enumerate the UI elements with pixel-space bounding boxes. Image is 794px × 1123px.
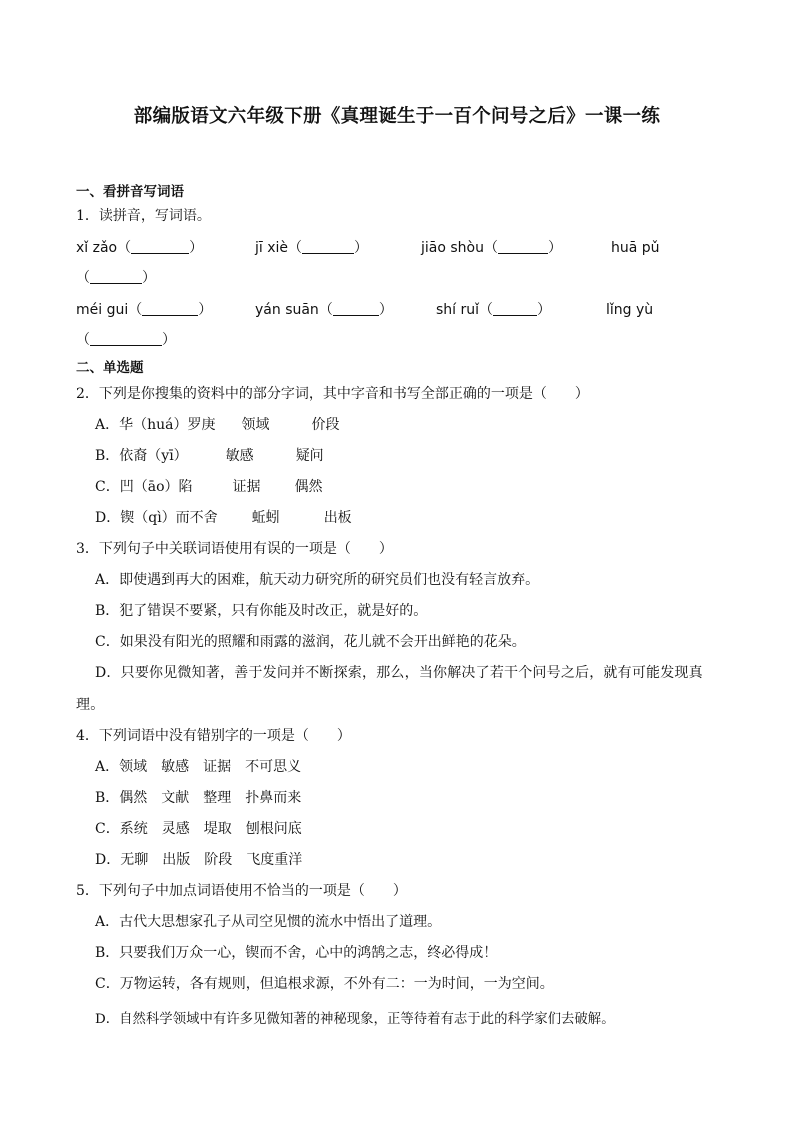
question-4-option-d[interactable] (95, 850, 302, 870)
option-label: C． (95, 821, 120, 837)
option-word: 敏感 (225, 448, 254, 464)
option-word: 领域 (241, 417, 270, 433)
answer-blank[interactable] (90, 331, 162, 346)
question-3-option-c[interactable] (95, 632, 526, 652)
option-word: 系统 (119, 821, 148, 837)
pinyin-item-8-blank: （ ） (76, 332, 176, 348)
option-word: 灵感 (161, 821, 190, 837)
question-2-option-a[interactable] (95, 415, 340, 435)
option-word: 刨根问底 (245, 821, 302, 837)
option-text: 只要我们万众一心，锲而不舍，心中的鸿鹄之志，终必得成！ (119, 945, 498, 961)
option-text: 只要你见微知著，善于发问并不断探索，那么，当你解决了若干个问号之后，就有可能发现真理。 (76, 665, 703, 713)
question-3-option-a[interactable] (95, 570, 539, 590)
question-2-stem: 2．下列是你搜集的资料中的部分字词，其中字音和书写全部正确的一项是（ ） (76, 386, 589, 402)
answer-blank[interactable] (302, 239, 354, 254)
question-3-option-d[interactable] (76, 658, 716, 721)
option-word: 疑问 (295, 448, 324, 464)
pinyin-text: yán suān (255, 302, 319, 318)
question-5-option-c[interactable] (95, 974, 554, 994)
option-word: 证据 (232, 479, 261, 495)
answer-blank[interactable] (333, 301, 379, 316)
question-5-stem: 5．下列句子中加点词语使用不恰当的一项是（ ） (76, 883, 407, 899)
option-word: 偶然 (119, 790, 148, 806)
option-label: A． (95, 572, 120, 588)
pinyin-text: huā pǔ (611, 240, 660, 256)
option-word: 文献 (161, 790, 190, 806)
option-text: 如果没有阳光的照耀和雨露的滋润，花儿就不会开出鲜艳的花朵。 (119, 634, 526, 650)
question-2-option-b[interactable] (95, 446, 324, 466)
option-word: 扑鼻而来 (245, 790, 302, 806)
question-4-option-c[interactable] (95, 819, 302, 839)
option-word: 华（huá）罗庚 (119, 417, 216, 433)
option-label: D． (95, 510, 121, 526)
pinyin-item-4-blank: （ ） (76, 270, 156, 286)
answer-blank[interactable] (131, 239, 189, 254)
option-label: B． (95, 945, 120, 961)
question-1-stem: 1．读拼音，写词语。 (76, 208, 211, 224)
option-label: C． (95, 976, 120, 992)
option-word: 整理 (203, 790, 232, 806)
option-text: 自然科学领域中有许多见微知著的神秘现象，正等待着有志于此的科学家们去破解。 (119, 1012, 615, 1027)
option-word: 不可思义 (245, 759, 302, 775)
pinyin-item-1: xǐ zǎo（ ） (76, 240, 204, 256)
option-label: C． (95, 479, 120, 495)
option-word: 无聊 (120, 852, 149, 868)
question-4-option-b[interactable] (95, 788, 301, 808)
question-5-option-b[interactable] (95, 943, 497, 963)
pinyin-item-7: shí ruǐ（ ） (436, 302, 552, 318)
option-word: 出板 (323, 510, 352, 526)
pinyin-text: méi gui (76, 302, 129, 318)
question-5-option-d[interactable] (95, 1010, 615, 1030)
answer-blank[interactable] (90, 269, 142, 284)
pinyin-item-4-pinyin (611, 238, 660, 258)
page-title: 部编版语文六年级下册《真理诞生于一百个问号之后》一课一练 (133, 106, 661, 127)
option-text: 古代大思想家孔子从司空见惯的流水中悟出了道理。 (119, 914, 442, 930)
pinyin-text: jiāo shòu (421, 240, 484, 256)
answer-blank[interactable] (493, 301, 537, 316)
option-text: 万物运转，各有规则，但追根求源，不外有二：一为时间，一为空间。 (119, 976, 554, 992)
option-word: 偶然 (294, 479, 323, 495)
answer-blank[interactable] (142, 301, 198, 316)
option-label: B． (95, 603, 120, 619)
question-3-option-b[interactable] (95, 601, 427, 621)
section-heading-single-choice: 二、单选题 (76, 360, 144, 376)
question-4-stem: 4．下列词语中没有错别字的一项是（ ） (76, 728, 351, 744)
option-label: D． (95, 852, 121, 868)
pinyin-text: shí ruǐ (436, 302, 480, 318)
pinyin-item-6: yán suān（ ） (255, 302, 393, 318)
option-label: A． (95, 759, 120, 775)
option-word: 依裔（yī） (119, 448, 188, 464)
option-label: C． (95, 634, 120, 650)
section-heading-pinyin: 一、看拼音写词语 (76, 184, 184, 200)
option-word: 价段 (311, 417, 340, 433)
option-word: 领域 (119, 759, 148, 775)
pinyin-text: lǐng yù (606, 302, 654, 318)
option-word: 堤取 (203, 821, 232, 837)
option-word: 出版 (162, 852, 191, 868)
option-word: 证据 (203, 759, 232, 775)
option-text: 即使遇到再大的困难，航天动力研究所的研究员们也没有轻言放弃。 (119, 572, 540, 588)
question-3-stem: 3．下列句子中关联词语使用有误的一项是（ ） (76, 541, 393, 557)
pinyin-item-8-pinyin (606, 300, 653, 320)
option-label: B． (95, 448, 120, 464)
pinyin-item-2: jī xiè（ ） (255, 240, 369, 256)
pinyin-text: xǐ zǎo (76, 240, 118, 256)
question-4-option-a[interactable] (95, 757, 301, 777)
option-label: D． (95, 665, 121, 681)
question-2-option-d[interactable] (95, 508, 352, 528)
option-word: 阶段 (204, 852, 233, 868)
option-label: D． (95, 1012, 120, 1027)
option-word: 蚯蚓 (251, 510, 280, 526)
option-word: 飞度重洋 (246, 852, 303, 868)
pinyin-item-5: méi gui（ ） (76, 302, 213, 318)
answer-blank[interactable] (498, 239, 548, 254)
option-label: B． (95, 790, 120, 806)
question-2-option-c[interactable] (95, 477, 323, 497)
question-5-option-a[interactable] (95, 912, 441, 932)
option-text: 犯了错误不要紧，只有你能及时改正，就是好的。 (119, 603, 428, 619)
option-label: A． (95, 914, 120, 930)
option-word: 敏感 (161, 759, 190, 775)
option-word: 凹（āo）陷 (119, 479, 193, 495)
option-label: A． (95, 417, 120, 433)
pinyin-text: jī xiè (255, 240, 289, 256)
pinyin-item-3: jiāo shòu（ ） (421, 240, 562, 256)
option-word: 锲（qì）而不舍 (120, 510, 218, 526)
